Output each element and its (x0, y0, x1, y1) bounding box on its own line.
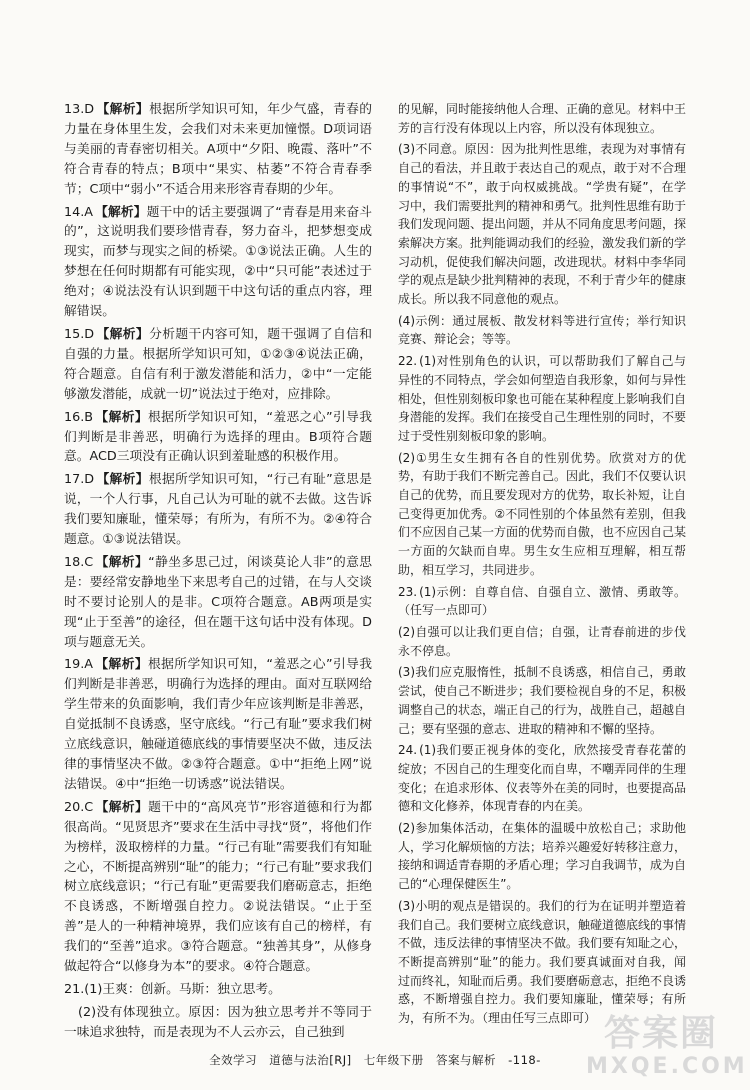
analysis-tag: 【解析】 (96, 102, 150, 117)
answer-text: 根据所学知识可知，年少气盛，青春的力量在身体里生发，会我们对未来更加憧憬。D项词语与美丽的青春密切相关。A项中“夕阳、晚霞、落叶”不符合青春的特点；B项中“果实、枯萎”不符合青春季节；C项中“弱小”不适合用来形容青春期的少年。 (64, 102, 373, 197)
answer-text: “静坐多思己过，闲谈莫论人非”的意思是：要经常安静地坐下来思考自己的过错，在与人交谈时不要讨论别人的是非。C项符合题意。AB两项是实现“止于至善”的途径，但在题干这句话中没有体现。D项与题意无关。 (64, 554, 372, 650)
answer-item (398, 140, 686, 308)
answer-text: 题干中的“高风亮节”形容道德和行为都很高尚。“见贤思齐”要求在生活中寻找“贤”，将他们作为榜样，汲取榜样的力量。“行己有耻”需要我们有知耻之心，不断提高辨别“耻”的能力；“行己有耻”要求我们树立底线意识；“行己有耻”更需要我们磨砺意志，拒绝不良诱惑，不断增强自控力。②说法错误。“止于至善”是人的一种精神境界，我们应该有自己的榜样，有我们的“至善”追求。③符合题意。“独善其身”，从修身做起符合“以修身为本”的要求。④符合题意。 (64, 799, 372, 975)
answer-text: 题干中的话主要强调了“青春是用来奋斗的”，这说明我们要珍惜青春，努力奋斗，把梦想变成现实，而梦与现实之间的桥梁。①③说法正确。人生的梦想在任何时期都有可能实现，②中“只可能”表述过于绝对；④说法没有认识到题干中这句话的重点内容，理解错误。 (64, 204, 373, 320)
footer-grade: 七年级下册 (363, 1053, 424, 1067)
footer-brand: 全效学习 (209, 1053, 258, 1067)
analysis-tag: 【解析】 (96, 326, 150, 342)
answer-item (64, 408, 372, 468)
answer-text: (2)①男生女生拥有各自的性别优势。欣赏对方的优势，有助于我们不断完善自己。因此，我们不仅要认识自己的优势，而且要发现对方的优势，取长补短，让自己变得更加优秀。②不同性别的个体虽然有差别，但我们不应因自己某一方面的优势而自傲，也不应因自己某一方面的欠缺而自卑。男生女生应相互理解，相互帮助，相互学习，共同进步。 (398, 450, 687, 577)
answer-text: (3)我们应克服惰性，抵制不良诱惑，相信自己，勇敢尝试，使自己不断进步；我们要检视自身的不足，积极调整自己的状态，端正自己的行为，战胜自己，超越自己；要有坚强的意志、进取的精神和不懈的坚持。 (398, 665, 687, 736)
answer-item (398, 100, 686, 137)
page-number: -118- (508, 1053, 541, 1067)
answer-number: 23. (398, 584, 418, 599)
answer-text: (2)参加集体活动，在集体的温暖中放松自己；求助他人，学习化解烦恼的方法；培养兴趣爱好转移注意力，接纳和调适青春期的矛盾心理；学习自我调节，成为自己的“心理保健医生”。 (398, 821, 687, 892)
answer-item (64, 470, 372, 550)
answer-item (398, 583, 686, 620)
answer-item (398, 623, 686, 660)
answer-text: (2)自强可以让我们更自信；自强，让青春前进的步伐永不停息。 (398, 624, 686, 658)
answer-item (398, 819, 686, 894)
answer-text: 根据所学知识可知，“羞恶之心”引导我们判断是非善恶，明确行为选择的理由。面对互联网给学生带来的负面影响，我们青少年应该判断是非善恶，自觉抵制不良诱惑，坚守底线。“行己有耻”要求我们树立底线意识，触碰道德底线的事情要坚决不做，违反法律的事情坚决不做。②③符合题意。①中“拒绝上网”说法错误。④中“拒绝一切诱惑”说法错误。 (64, 657, 372, 792)
analysis-tag: 【解析】 (95, 554, 149, 570)
answer-item (398, 663, 686, 738)
analysis-tag: 【解析】 (96, 472, 149, 488)
answer-21-part1: 21.(1)王爽：创新。马斯：独立思考。 (64, 981, 281, 997)
footer-subject: 道德与法治[RJ] (269, 1053, 352, 1067)
answer-text: (3)小明的观点是错误的。我们的行为在证明并塑造着我们自己。我们要树立底线意识，触碰道德底线的事情不做，违反法律的事情坚决不做。我们要有知耻之心，不断提高辨别“耻”的能力。我们要真诚面对自我，闻过而终礼，知耻而后勇。我们要磨砺意志，拒绝不良诱惑，不断增强自控力。我们要知廉耻，懂荣辱；有所为，有所不为。（理由任写三点即可） (398, 898, 687, 1026)
answer-number: 19.A (64, 657, 93, 673)
answer-item (64, 655, 372, 794)
right-column (398, 100, 686, 1031)
watermark-text: 答案圈 (603, 1013, 718, 1054)
answer-number: 13.D (64, 102, 95, 117)
answer-item (64, 100, 372, 200)
answer-number: 20.C (64, 799, 94, 815)
answer-item (398, 312, 686, 349)
watermark-logo (586, 1013, 748, 1086)
answer-number: 24. (398, 743, 418, 758)
answer-number: 17.D (64, 472, 95, 488)
analysis-tag: 【解析】 (95, 799, 149, 815)
answer-item (398, 897, 686, 1028)
answer-text: (1)示例：自尊自信、自强自立、激情、勇敢等。（任写一点即可） (398, 584, 686, 618)
answer-item (64, 325, 372, 405)
answer-item (398, 741, 686, 816)
analysis-tag: 【解析】 (95, 409, 149, 425)
answer-number: 15.D (64, 326, 95, 342)
answer-number: 22. (398, 354, 418, 369)
answer-text: (4)示例：通过展板、散发材料等进行宣传；举行知识竞赛、辩论会；等等。 (398, 313, 686, 347)
answer-item (398, 352, 686, 446)
answer-text: (1)我们要正视身体的变化，欣然接受青春花蕾的绽放；不因自己的生理变化而自卑，不嘲弄同伴的生理变化；在追求形体、仪表等外在美的同时，也要提高品德和文化修养，体现青春的内在美。 (398, 743, 687, 814)
footer-section: 答案与解析 (435, 1053, 496, 1067)
answer-item (64, 203, 372, 322)
answer-number: 16.B (64, 409, 94, 425)
answer-number: 18.C (64, 554, 94, 570)
answer-text: 分析题干内容可知，题干强调了自信和自强的力量。根据所学知识可知，①②③④说法正确，符合题意。自信有利于激发潜能和活力，②中“一定能够激发潜能，成就一切”说法过于绝对，应排除。 (64, 326, 373, 402)
answer-item (64, 553, 372, 653)
left-column (64, 100, 372, 1046)
answer-21-part2: (2)没有体现独立。原因：因为独立思考并不等同于一味追求独特，而是表现为不人云亦云，自己独到 (64, 1004, 372, 1040)
answer-text: 根据所学知识可知，“行己有耻”意思是说，一个人行事，凡自己认为可耻的就不去做。这告诉我们要知廉耻，懂荣辱；有所为，有所不为。②④符合题意。①③说法错误。 (64, 472, 372, 548)
analysis-tag: 【解析】 (95, 204, 147, 220)
answer-item (398, 449, 686, 580)
watermark-url: MXQE.COM (586, 1054, 748, 1079)
answer-text: 的见解，同时能接纳他人合理、正确的意见。材料中王芳的言行没有体现以上内容，所以没有体现独立。 (398, 102, 687, 135)
analysis-tag: 【解析】 (95, 657, 148, 673)
answer-text: (1)对性别角色的认识，可以帮助我们了解自己与异性的不同特点，学会如何塑造自我形象，如何与异性相处，但性别刻板印象也可能在某种程度上影响我们自身潜能的发挥。我们在接受自己生理性别的同时，不要过于受性别刻板印象的影响。 (398, 354, 687, 443)
answer-number: 14.A (64, 204, 93, 220)
answer-item (64, 798, 372, 977)
answer-text: 根据所学知识可知，“羞恶之心”引导我们判断是非善恶，明确行为选择的理由。B项符合题意。ACD三项没有正确认识到羞耻感的积极作用。 (64, 409, 373, 465)
answer-text: (3)不同意。原因：因为批判性思维，表现为对事情有自己的看法，并且敢于表达自己的观点，敢于对不合理的事情说“不”，敢于向权威挑战。“学贵有疑”，在学习中，我们需要批判的精神和勇气。批判性思维有助于我们发现问题、提出问题，并从不同角度思考问题，探索解决方案。批判能调动我们的经验，激发我们新的学习动机，促使我们解决问题，改进现状。材料中李华同学的观点是缺少批判精神的表现，不利于青少年的健康成长。所以我不同意他的观点。 (398, 142, 687, 307)
